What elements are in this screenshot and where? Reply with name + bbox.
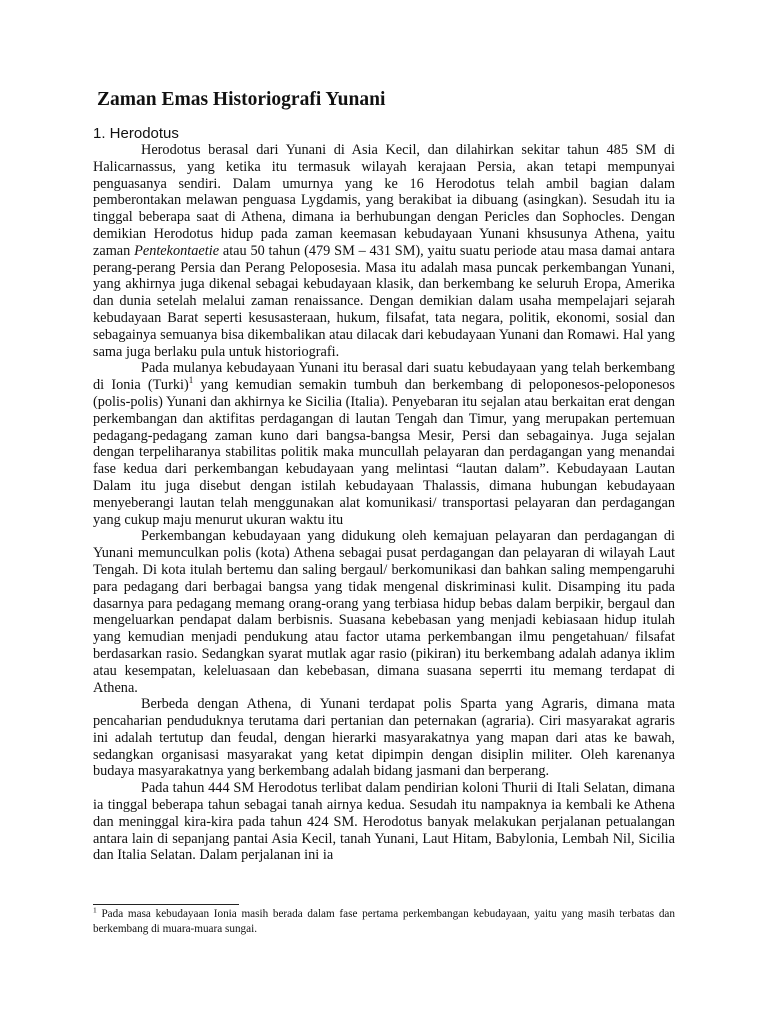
paragraph-text: Perkembangan kebudayaan yang didukung oleh kemajuan pelayaran dan perdagangan di Yunani memunculkan polis (kota) Athena sebagai pusat perdagangan dan pelayaran di wilayah Laut Tengah. Di kota itulah bertemu dan saling bergaul/ berkomunikasi dan bahkan saling mempengaruhi para pedagang dari berbagai bangsa yang tidak mengenal diskriminasi kulit. Disamping itu pada dasarnya para pedagang memang orang-orang yang terbiasa hidup bebas dalam berpikir, bergaul dan mengeluarkan pendapat dalam berbisnis. Suasana kebebasan yang menjadi kebiasaan hidup itulah yang kemudian menjadi pendukung atau factor utama perkembangan ilmu pengetahuan/ filsafat berdasarkan rasio. Sedangkan syarat mutlak agar rasio (pikiran) itu berkembang adalah adanya iklim atau kesempatan, keleluasaan dan kebebasan, dimana suasana seperrti itu memang terdapat di Athena. [93, 528, 675, 696]
emphasis-text: Pentekontaetie [134, 242, 220, 259]
footnote-reference[interactable]: 1 [188, 375, 194, 386]
paragraph [93, 142, 675, 360]
paragraph-text: Pada tahun 444 SM Herodotus terlibat dalam pendirian koloni Thurii di Itali Selatan, dimana ia tinggal beberapa tahun sebagai tanah airnya kedua. Sesudah itu nampaknya ia kembali ke Athena dan meninggal kira-kira pada tahun 424 SM. Herodotus banyak melakukan perjalanan petualangan antara lain di sepanjang pantai Asia Kecil, tanah Yunani, Laut Hitam, Babylonia, Lembah Nil, Sicilia dan Italia Selatan. Dalam perjalanan ini ia [93, 780, 675, 864]
footnote-text: Pada masa kebudayaan Ionia masih berada dalam fase pertama perkembangan kebudayaan, yaitu yang masih terbatas dan berkembang di muara-muara sungai. [93, 908, 675, 935]
paragraph-text: Pada mulanya kebudayaan Yunani itu berasal dari suatu kebudayaan yang telah berkembang di Ionia (Turki) [93, 360, 675, 394]
paragraph-text: yang kemudian semakin tumbuh dan berkembang di peloponesos-peloponesos (polis-polis) Yunani dan akhirnya ke Sicilia (Italia). Penyebaran itu sejalan atau berkaitan erat dengan perkembangan dan aktifitas perdagangan di lautan Tengah dan Timur, yang merupakan pertemuan pedagang-pedagang zaman kuno dari bangsa-bangsa Mesir, Persi dan sebagainya. Juga sejalan dengan terpeliharanya stabilitas politik maka muncullah pelayaran dan perdagangan yang menandai fase kedua dari perkembangan kebudayaan yang melintasi “lautan dalam”. Kebudayaan Lautan Dalam itu juga disebut dengan istilah kebudayaan Thalassis, dimana hubungan kebudayaan menyeberangi lautan telah menggunakan alat komunikasi/ transportasi pelayaran dan perdagangan yang cukup maju menurut ukuran waktu itu [93, 377, 675, 528]
paragraph [93, 528, 675, 696]
section-heading: 1. Herodotus [93, 125, 179, 142]
paragraph-text: Berbeda dengan Athena, di Yunani terdapat polis Sparta yang Agraris, dimana mata pencaharian penduduknya terutama dari pertanian dan peternakan (agraria). Ciri masyarakat agraris ini adalah tertutup dan feudal, dengan hierarki masyarakatnya yang mapan dari atas ke bawah, sedangkan organisasi masyarakat yang ketat dipimpin dengan disiplin militer. Oleh karenanya budaya masyarakatnya yang berkembang adalah bidang jasmani dan berperang. [93, 696, 675, 780]
paragraph [93, 696, 675, 780]
footnote [93, 907, 675, 937]
paragraph [93, 360, 675, 528]
footnote-mark: 1 [93, 905, 97, 915]
footnote-divider [93, 904, 239, 905]
body-text [93, 142, 675, 864]
paragraph [93, 780, 675, 864]
paragraph-text: Herodotus berasal dari Yunani di Asia Kecil, dan dilahirkan sekitar tahun 485 SM di Halicarnassus, yang ketika itu termasuk wilayah kerajaan Persia, akan tetapi mempunyai penguasanya sendiri. Dalam umurnya yang ke 16 Herodotus telah ambil bagian dalam pemberontakan melawan penguasa Lygdamis, yang berakibat ia dibuang (asingkan). Sesudah itu ia tinggal beberapa saat di Athena, dimana ia berhubungan dengan Pericles dan Sophocles. Dengan demikian Herodotus hidup pada zaman keemasan kebudayaan Yunani khsusunya Athena, yaitu zaman [93, 142, 675, 259]
paragraph-text: atau 50 tahun (479 SM – 431 SM), yaitu suatu periode atau masa damai antara perang-perang Persia dan Perang Peloposesia. Masa itu adalah masa puncak perkembangan Yunani, yang akhirnya juga dikenal sebagai kebudayaan klasik, dan berkembang ke seluruh Eropa, Amerika dan dunia setelah melalui zaman renaissance. Dengan demikian dalam usaha mempelajari sejarah kebudayaan Barat seperti kesusasteraan, hukum, filsafat, tata negara, politik, ekonomi, sosial dan sebagainya semuanya bisa dikembalikan atau dilacak dari kebudayaan Yunani dan Romawi. Hal yang sama juga berlaku pula untuk historiografi. [93, 242, 675, 360]
page-title: Zaman Emas Historiografi Yunani [97, 89, 386, 110]
